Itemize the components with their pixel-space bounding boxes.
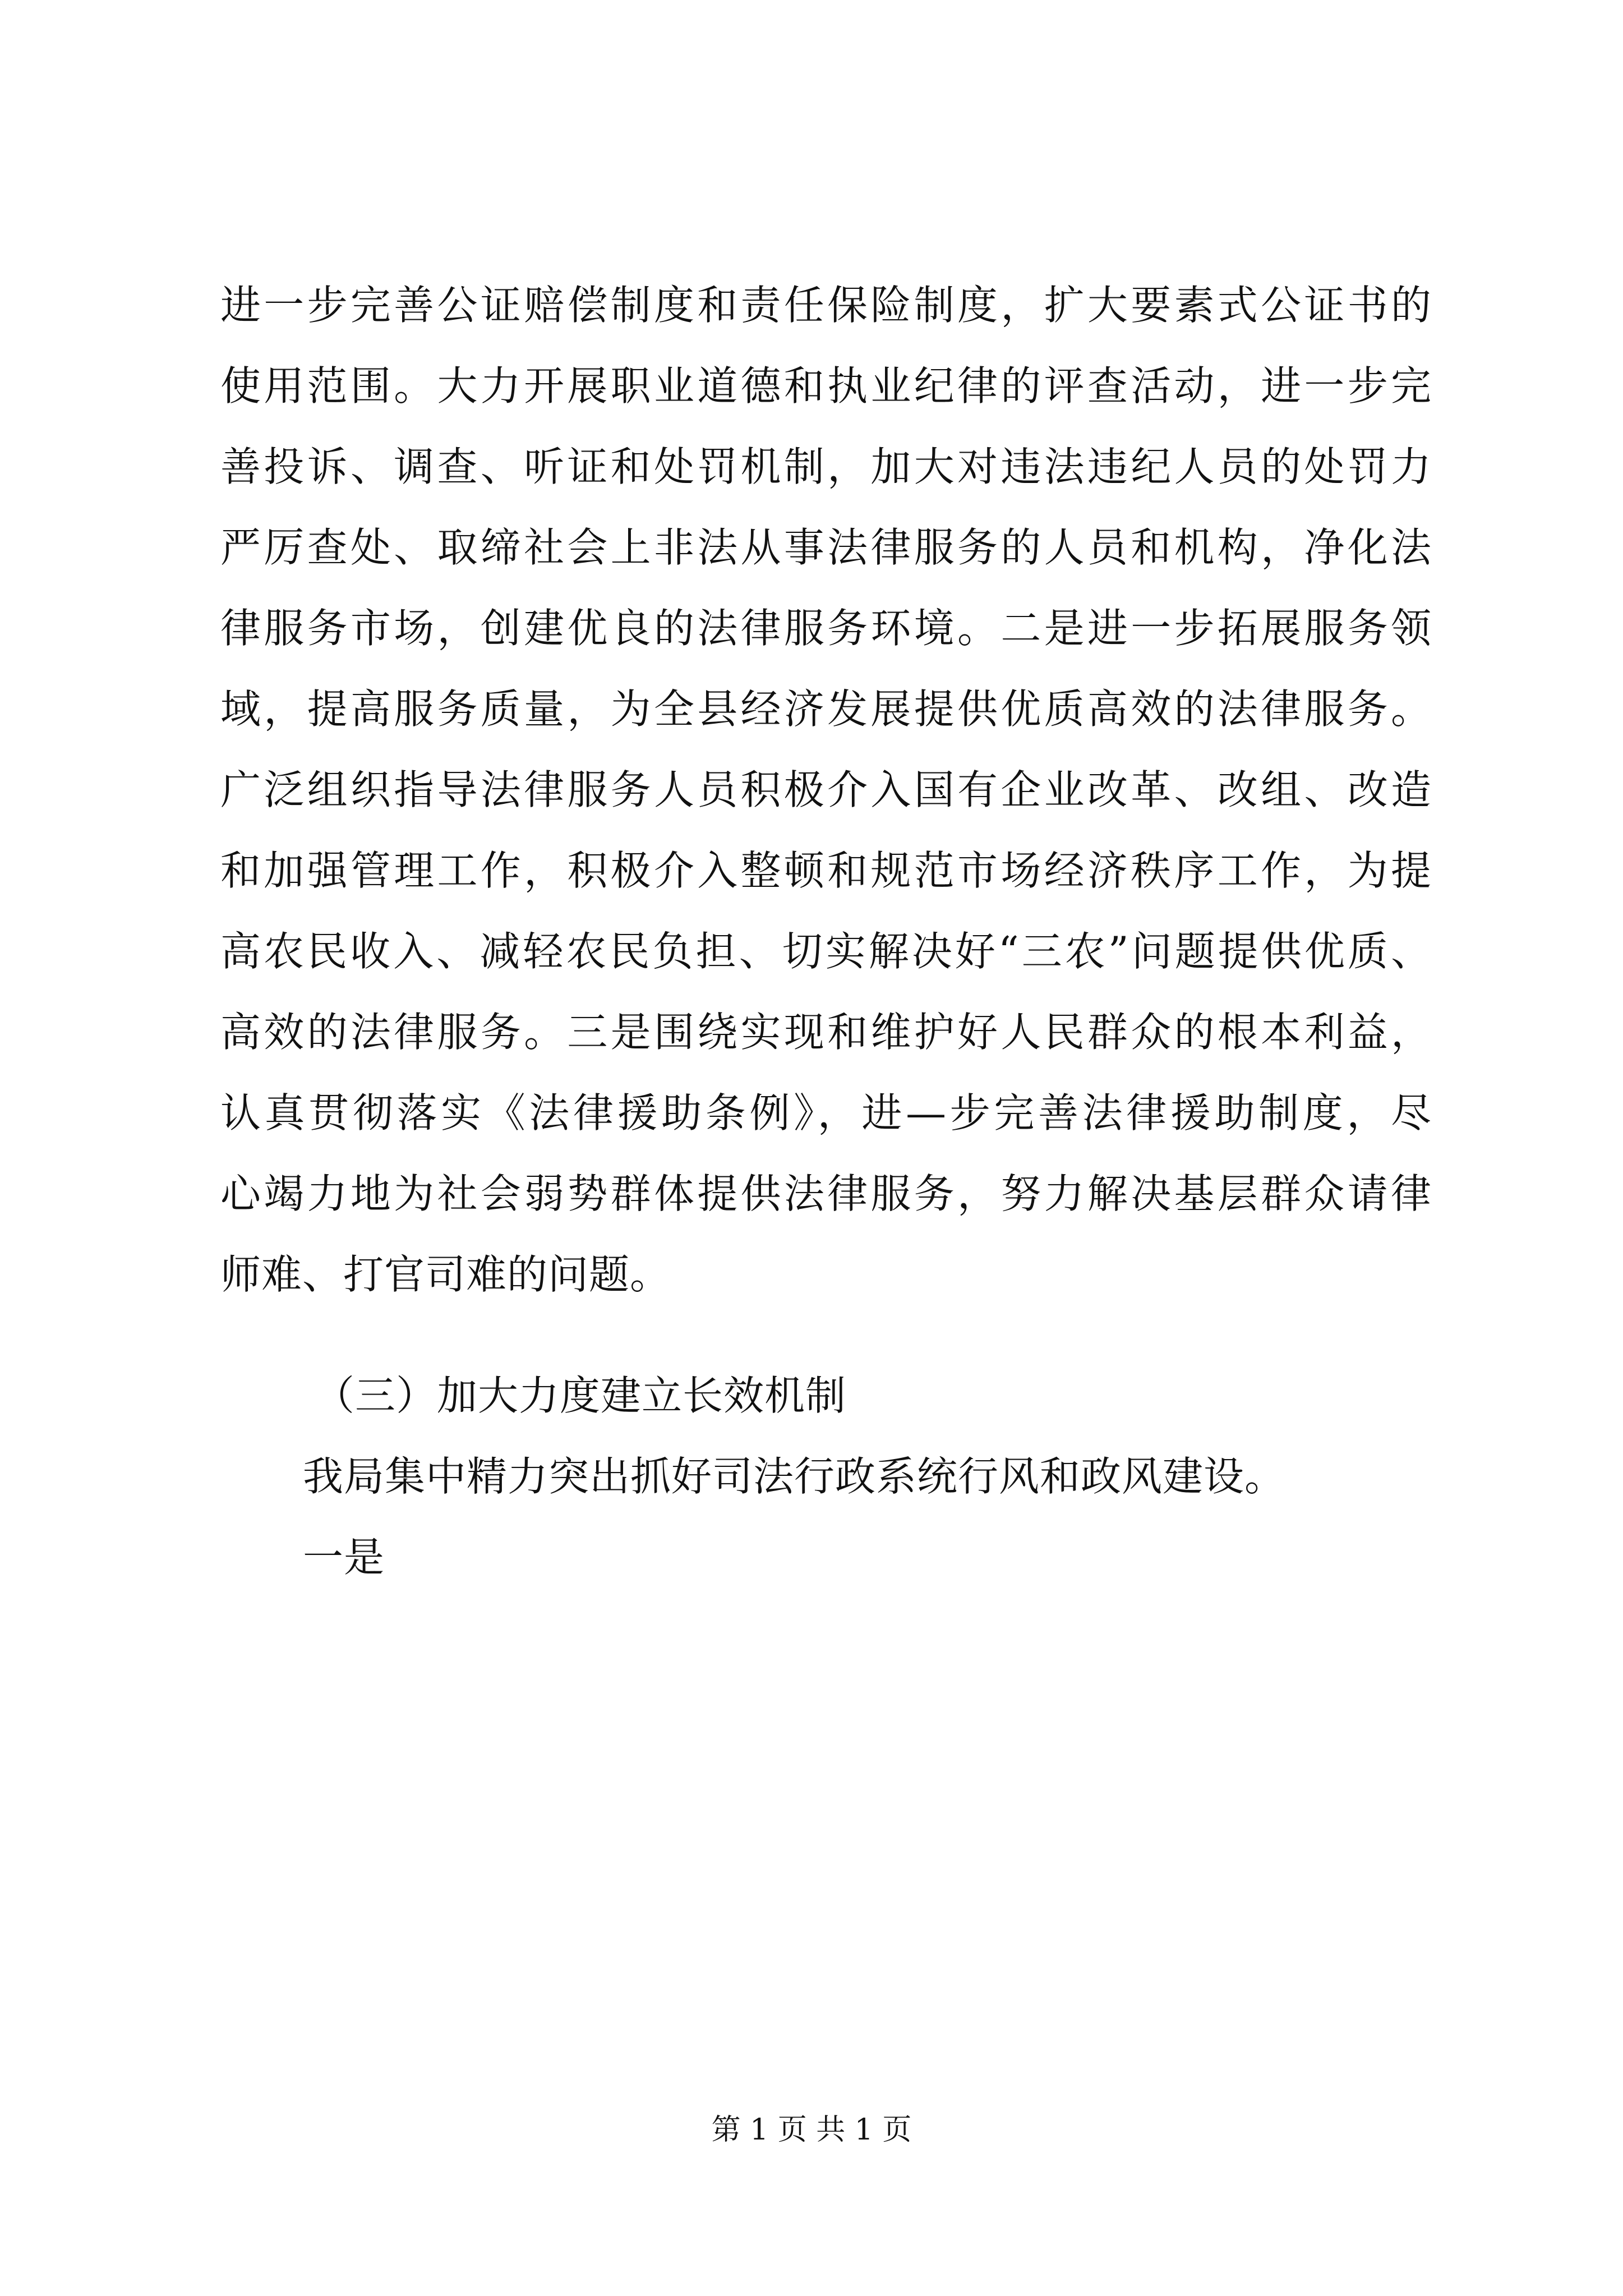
section-paragraph-block <box>303 1436 1424 1517</box>
paragraph-line: 高效的法律服务。三是围绕实现和维护好人民群众的根本利益， <box>220 1009 1432 1056</box>
paragraph-line: 律服务市场，创建优良的法律服务环境。二是进一步拓展服务领 <box>220 605 1432 652</box>
section-heading-block <box>314 1355 1436 1436</box>
section-paragraph: 我局集中精力突出抓好司法行政系统行风和政风建设。 <box>303 1453 1286 1500</box>
paragraph-line: 认真贯彻落实《法律援助条例》，进—步完善法律援助制度，尽 <box>220 1089 1432 1137</box>
paragraph-line: 和加强管理工作，积极介入整顿和规范市场经济秩序工作，为提 <box>220 847 1432 894</box>
paragraph-line: 善投诉、调查、听证和处罚机制，加大对违法违纪人员的处罚力 <box>220 443 1432 490</box>
page-footer <box>0 2110 1623 2150</box>
item-start-text: 一是 <box>303 1534 385 1581</box>
paragraph-line: 进一步完善公证赔偿制度和责任保险制度，扩大要素式公证书的 <box>220 282 1432 329</box>
section-heading: （三）加大力度建立长效机制 <box>314 1372 847 1419</box>
paragraph-line: 广泛组织指导法律服务人员积极介入国有企业改革、改组、改造 <box>220 766 1432 813</box>
paragraph-line: 域，提高服务质量，为全县经济发展提供优质高效的法律服务。 <box>220 685 1432 733</box>
paragraph-line: 使用范围。大力开展职业道德和执业纪律的评查活动，进一步完 <box>220 362 1432 409</box>
paragraph-line: 严厉查处、取缔社会上非法从事法律服务的人员和机构，净化法 <box>220 524 1432 571</box>
paragraph-line: 高农民收入、减轻农民负担、切实解决好“三农”问题提供优质、 <box>220 928 1432 975</box>
item-start-block <box>303 1517 1424 1598</box>
paragraph-line: 师难、打官司难的问题。 <box>220 1251 671 1298</box>
body-paragraph <box>220 265 1432 1315</box>
paragraph-line: 心竭力地为社会弱势群体提供法律服务，努力解决基层群众请律 <box>220 1170 1432 1217</box>
page-number: 第 1 页 共 1 页 <box>711 2113 912 2147</box>
